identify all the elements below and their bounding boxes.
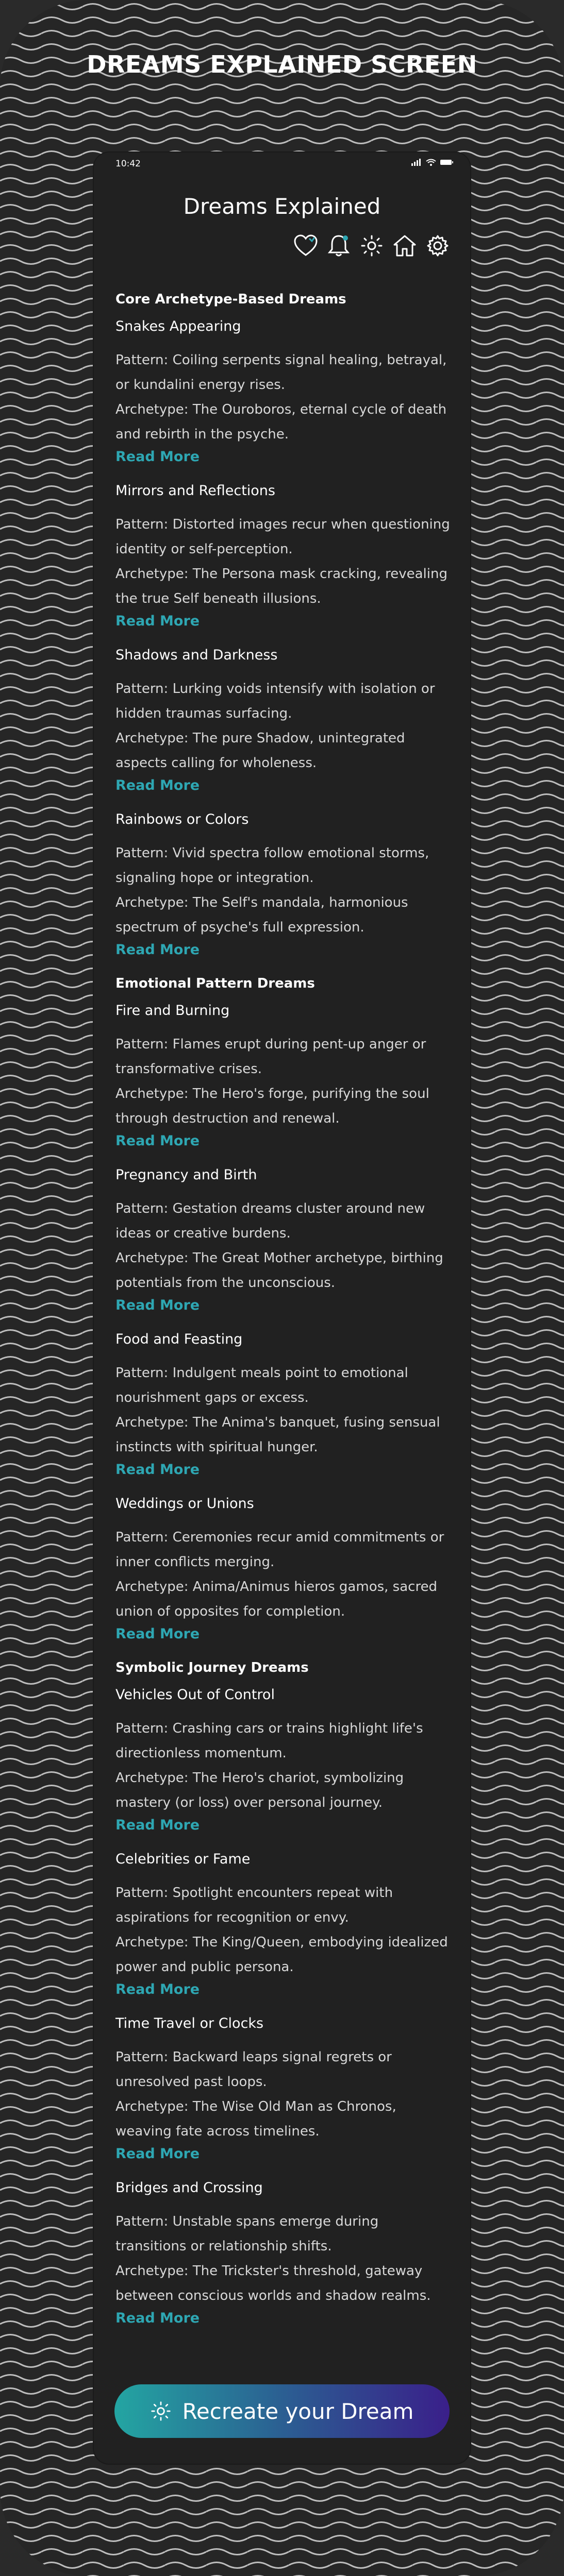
dream-entry — [115, 318, 451, 481]
read-more-link[interactable]: Read More — [115, 942, 200, 958]
dream-pattern: Pattern: Backward leaps signal regrets or unresolved past loops. — [115, 2049, 392, 2090]
read-more-link[interactable]: Read More — [115, 449, 200, 465]
app-title: Dreams Explained — [183, 194, 381, 219]
read-more-link[interactable]: Read More — [115, 1981, 200, 1997]
notifications-button[interactable] — [326, 233, 352, 259]
dream-pattern: Pattern: Spotlight encounters repeat with aspirations for recognition or envy. — [115, 1885, 393, 1925]
dream-archetype: Archetype: The Self's mandala, harmonious spectrum of psyche's full expression. — [115, 895, 408, 935]
dream-entry — [115, 2015, 451, 2178]
heart-icon — [294, 234, 318, 257]
favorites-button[interactable] — [293, 233, 319, 259]
dream-entry — [115, 1167, 451, 1329]
gear-icon — [426, 234, 449, 257]
recreate-dream-label: Recreate your Dream — [182, 2398, 414, 2424]
status-icons — [411, 159, 454, 166]
dream-title: Bridges and Crossing — [115, 2180, 263, 2196]
dream-archetype: Archetype: The Wise Old Man as Chronos, weaving fate across timelines. — [115, 2099, 396, 2139]
dream-archetype: Archetype: Anima/Animus hieros gamos, sacred union of opposites for completion. — [115, 1579, 438, 1619]
dream-entry — [115, 811, 451, 974]
toolbar — [293, 233, 451, 259]
battery-icon — [440, 159, 454, 166]
dream-pattern: Pattern: Crashing cars or trains highlight life's directionless momentum. — [115, 1721, 423, 1761]
dream-archetype: Archetype: The Ouroboros, eternal cycle of death and rebirth in the psyche. — [115, 402, 447, 442]
dream-entry — [115, 2180, 451, 2342]
section-core-archetype — [115, 292, 451, 974]
dream-archetype: Archetype: The Anima's banquet, fusing sensual instincts with spiritual hunger. — [115, 1415, 440, 1455]
status-time: 10:42 — [115, 159, 141, 169]
phone-frame — [94, 152, 470, 2464]
read-more-link[interactable]: Read More — [115, 2146, 200, 2162]
dream-title: Mirrors and Reflections — [115, 483, 275, 499]
dream-entry — [115, 483, 451, 645]
section-heading: Core Archetype-Based Dreams — [115, 292, 346, 307]
status-bar — [94, 152, 470, 173]
dream-title: Fire and Burning — [115, 1003, 230, 1019]
settings-button[interactable] — [425, 233, 451, 259]
dream-archetype: Archetype: The Hero's forge, purifying the soul through destruction and renewal. — [115, 1086, 429, 1126]
dream-entry — [115, 1851, 451, 2013]
dream-title: Time Travel or Clocks — [115, 2015, 264, 2031]
dream-pattern: Pattern: Ceremonies recur amid commitments or inner conflicts merging. — [115, 1530, 444, 1570]
section-emotional-pattern — [115, 976, 451, 1658]
dream-title: Weddings or Unions — [115, 1496, 254, 1512]
dream-archetype: Archetype: The Hero's chariot, symbolizing mastery (or loss) over personal journey. — [115, 1770, 404, 1810]
home-button[interactable] — [392, 233, 418, 259]
read-more-link[interactable]: Read More — [115, 2310, 200, 2326]
dream-archetype: Archetype: The Great Mother archetype, birthing potentials from the unconscious. — [115, 1250, 443, 1291]
dream-pattern: Pattern: Indulgent meals point to emotional nourishment gaps or excess. — [115, 1365, 408, 1405]
dream-list — [115, 292, 451, 2344]
dream-pattern: Pattern: Unstable spans emerge during transitions or relationship shifts. — [115, 2214, 379, 2254]
section-symbolic-journey — [115, 1660, 451, 2342]
dream-title: Snakes Appearing — [115, 318, 241, 334]
sun-icon — [360, 234, 383, 257]
dream-entry — [115, 1003, 451, 1165]
screen-title: DREAMS EXPLAINED SCREEN — [87, 50, 477, 78]
read-more-link[interactable]: Read More — [115, 1462, 200, 1478]
dream-title: Vehicles Out of Control — [115, 1687, 275, 1703]
dream-entry — [115, 1496, 451, 1658]
dream-title: Pregnancy and Birth — [115, 1167, 257, 1183]
dream-pattern: Pattern: Gestation dreams cluster around new ideas or creative burdens. — [115, 1201, 425, 1241]
section-heading: Symbolic Journey Dreams — [115, 1660, 309, 1675]
read-more-link[interactable]: Read More — [115, 613, 200, 629]
home-icon — [393, 234, 417, 257]
signal-icon — [411, 159, 422, 166]
read-more-link[interactable]: Read More — [115, 1817, 200, 1833]
bell-icon — [327, 234, 350, 258]
dream-title: Food and Feasting — [115, 1331, 243, 1347]
dream-title: Shadows and Darkness — [115, 647, 278, 663]
dream-archetype: Archetype: The pure Shadow, unintegrated aspects calling for wholeness. — [115, 731, 405, 771]
sun-icon — [151, 2401, 171, 2421]
dream-pattern: Pattern: Distorted images recur when questioning identity or self-perception. — [115, 517, 450, 557]
read-more-link[interactable]: Read More — [115, 777, 200, 793]
dream-entry — [115, 1687, 451, 1849]
dream-pattern: Pattern: Flames erupt during pent-up anger or transformative crises. — [115, 1037, 426, 1077]
dream-archetype: Archetype: The Persona mask cracking, revealing the true Self beneath illusions. — [115, 566, 447, 606]
recreate-dream-button[interactable] — [114, 2384, 450, 2438]
read-more-link[interactable]: Read More — [115, 1626, 200, 1642]
read-more-link[interactable]: Read More — [115, 1297, 200, 1313]
dream-title: Rainbows or Colors — [115, 811, 249, 827]
wifi-icon — [426, 159, 436, 166]
dream-archetype: Archetype: The King/Queen, embodying idealized power and public persona. — [115, 1935, 448, 1975]
dream-title: Celebrities or Fame — [115, 1851, 251, 1867]
dream-entry — [115, 647, 451, 809]
read-more-link[interactable]: Read More — [115, 1133, 200, 1149]
theme-button[interactable] — [359, 233, 385, 259]
dream-pattern: Pattern: Vivid spectra follow emotional storms, signaling hope or integration. — [115, 845, 429, 886]
section-heading: Emotional Pattern Dreams — [115, 976, 315, 991]
dream-entry — [115, 1331, 451, 1494]
dream-archetype: Archetype: The Trickster's threshold, gateway between conscious worlds and shadow realms. — [115, 2263, 431, 2303]
dream-pattern: Pattern: Lurking voids intensify with isolation or hidden traumas surfacing. — [115, 681, 435, 721]
dream-pattern: Pattern: Coiling serpents signal healing, betrayal, or kundalini energy rises. — [115, 352, 447, 393]
